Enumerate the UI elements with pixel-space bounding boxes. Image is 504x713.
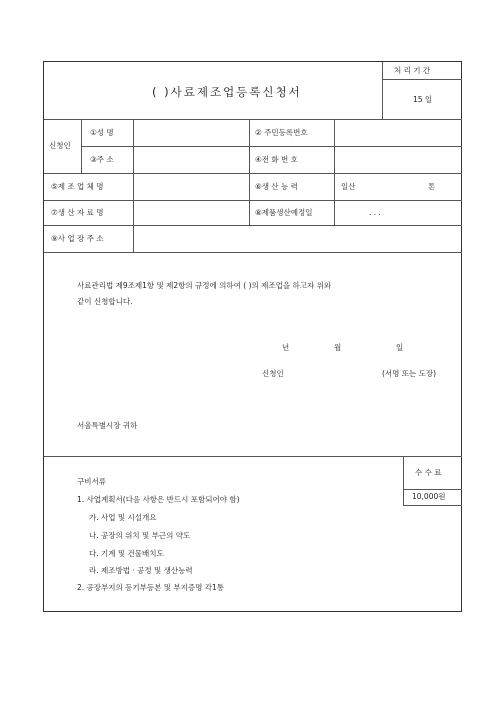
row-line-7	[44, 456, 462, 457]
capacity-label: ⑥생 산 능 력	[255, 182, 298, 191]
document-item: 나. 공장의 위치 및 부근의 약도	[89, 531, 191, 540]
document-item: 다. 기계 및 건물배치도	[89, 549, 164, 558]
company-name-label: ⑤제 조 업 체 명	[51, 182, 104, 191]
capacity-unit: 톤	[428, 182, 436, 191]
date-year: 년	[282, 343, 290, 352]
applicant-col-divider	[81, 119, 82, 173]
date-day: 일	[396, 343, 404, 352]
name-label: ①성 명	[90, 128, 114, 137]
mid-col-divider	[249, 119, 250, 225]
signature-note: (서명 또는 도장)	[382, 369, 437, 378]
date-month: 월	[334, 343, 342, 352]
row-line-2	[81, 146, 462, 147]
label-col-divider	[133, 119, 134, 252]
value-col-divider	[334, 119, 335, 225]
title-divider	[382, 62, 383, 119]
row-line-6	[44, 252, 462, 253]
period-divider	[382, 79, 462, 80]
statement-line-2: 같이 신청합니다.	[77, 297, 133, 306]
processing-period-label: 처 리 기 간	[394, 66, 431, 75]
addressee: 서울특별시장 귀하	[77, 421, 138, 430]
document-item: 1. 사업계획서(다음 사항은 반드시 포함되어야 함)	[77, 495, 240, 504]
page-title: ( )사료제조업등록신청서	[152, 85, 302, 99]
row-line-4	[44, 200, 462, 201]
site-address-label: ⑨사 업 장 주 소	[51, 234, 104, 243]
statement-line-1: 사료관리법 제9조제1항 및 제2항의 규정에 의하여 ( )의 제조업을 하고자 위와	[77, 281, 332, 290]
fee-value: 10,000원	[412, 492, 446, 501]
processing-period-value: 15 일	[413, 95, 433, 104]
documents-heading: 구비서류	[77, 477, 106, 486]
applicant-group-label: 신청인	[49, 141, 71, 150]
phone-label: ④전 화 번 호	[255, 155, 298, 164]
document-item: 라. 제조방법 · 공정 및 생산능력	[89, 566, 193, 575]
row-line-3	[44, 173, 462, 174]
registration-form	[43, 61, 462, 612]
fee-divider	[403, 489, 462, 490]
start-date-value: . . .	[369, 208, 381, 217]
applicant-signature-label: 신청인	[262, 369, 284, 378]
resident-number-label: ② 주민등록번호	[255, 128, 308, 137]
document-item: 가. 사업 및 시설개요	[89, 513, 157, 522]
row-line-1	[44, 119, 462, 120]
capacity-prefix: 일산	[341, 182, 356, 191]
fee-label: 수 수 료	[415, 468, 442, 477]
address-label: ③주 소	[90, 155, 114, 164]
material-label: ⑦생 산 자 료 명	[51, 208, 104, 217]
document-item: 2. 공장부지의 등기부등본 및 부지증명 각1통	[77, 583, 225, 592]
start-date-label: ⑧제품생산예정일	[255, 208, 313, 217]
row-line-5	[44, 225, 462, 226]
